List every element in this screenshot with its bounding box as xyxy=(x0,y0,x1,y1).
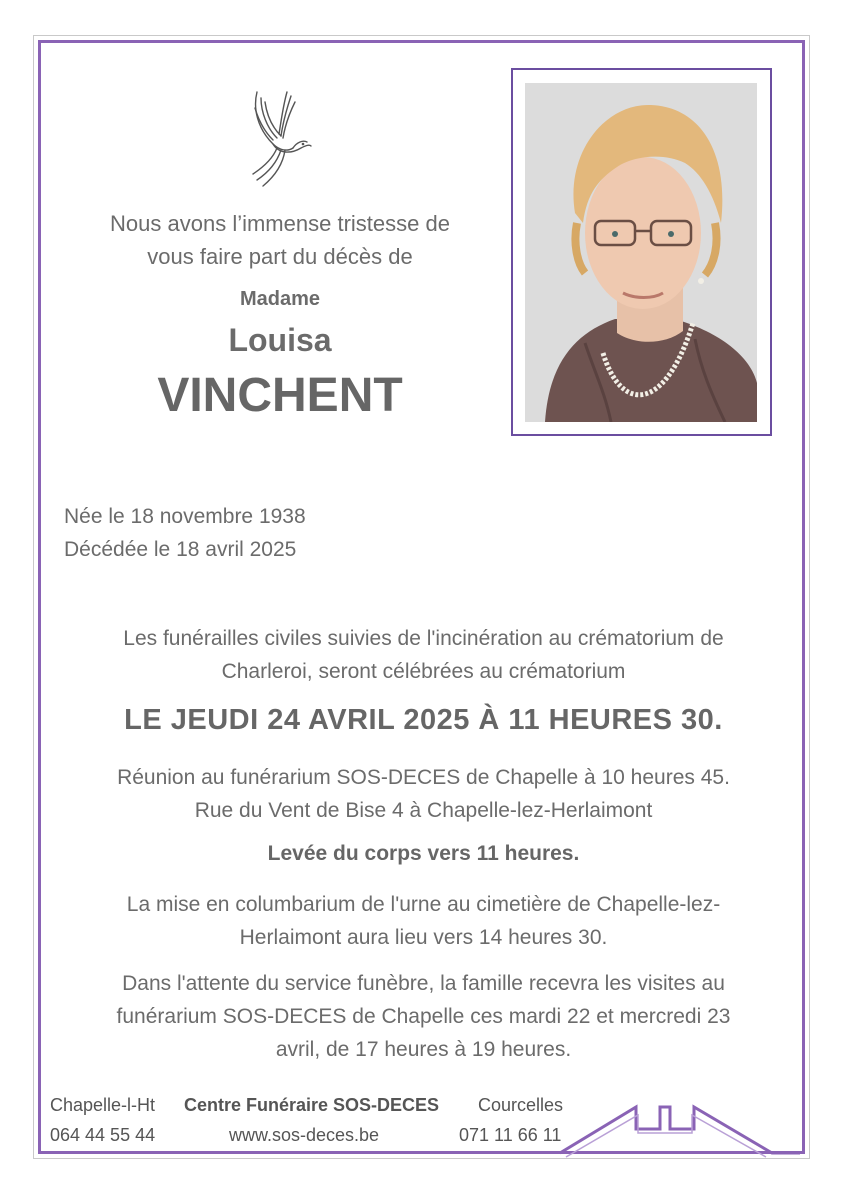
house-outline-icon xyxy=(560,1095,810,1165)
intro-line-2: vous faire part du décès de xyxy=(147,244,413,269)
footer-right-phone: 071 11 66 11 xyxy=(459,1125,562,1145)
dove-icon xyxy=(243,88,315,190)
footer-website[interactable]: www.sos-deces.be xyxy=(229,1125,380,1145)
intro-line-1: Nous avons l’immense tristesse de xyxy=(110,211,450,236)
levee-text: Levée du corps vers 11 heures. xyxy=(267,842,580,865)
visits-line-3: avril, de 17 heures à 19 heures. xyxy=(275,1038,572,1061)
columbarium-paragraph xyxy=(50,888,797,954)
last-name: VINCHENT xyxy=(157,369,403,422)
funeral-line-1: Les funérailles civiles suivies de l'incinération au crématorium de xyxy=(123,627,724,650)
portrait-photo xyxy=(525,83,757,422)
footer-left-place: Chapelle-l-Ht xyxy=(50,1095,156,1115)
death-date: Décédée le 18 avril 2025 xyxy=(64,538,297,561)
meeting-paragraph xyxy=(50,761,797,827)
honorific: Madame xyxy=(239,288,321,310)
visits-paragraph xyxy=(50,967,797,1066)
visits-line-2: funérarium SOS-DECES de Chapelle ces mardi 22 et mercredi 23 xyxy=(116,1005,731,1028)
funeral-paragraph xyxy=(50,622,797,688)
ceremony-date-headline: LE JEUDI 24 AVRIL 2025 À 11 HEURES 30. xyxy=(124,704,723,736)
meeting-line-1: Réunion au funérarium SOS-DECES de Chapelle à 10 heures 45. xyxy=(117,766,730,789)
intro-text xyxy=(60,207,500,273)
columbarium-line-2: Herlaimont aura lieu vers 14 heures 30. xyxy=(239,926,608,949)
footer-company-name: Centre Funéraire SOS-DECES xyxy=(184,1095,440,1115)
birth-date: Née le 18 novembre 1938 xyxy=(64,505,306,528)
first-name: Louisa xyxy=(228,322,332,358)
life-dates xyxy=(64,500,306,566)
columbarium-line-1: La mise en columbarium de l'urne au cimetière de Chapelle-lez- xyxy=(126,893,721,916)
visits-line-1: Dans l'attente du service funèbre, la famille recevra les visites au xyxy=(122,972,725,995)
funeral-line-2: Charleroi, seront célébrées au crématorium xyxy=(221,660,626,683)
footer-left-phone: 064 44 55 44 xyxy=(50,1125,156,1145)
footer-right-place: Courcelles xyxy=(478,1095,564,1115)
meeting-address: Rue du Vent de Bise 4 à Chapelle-lez-Herlaimont xyxy=(194,799,653,822)
